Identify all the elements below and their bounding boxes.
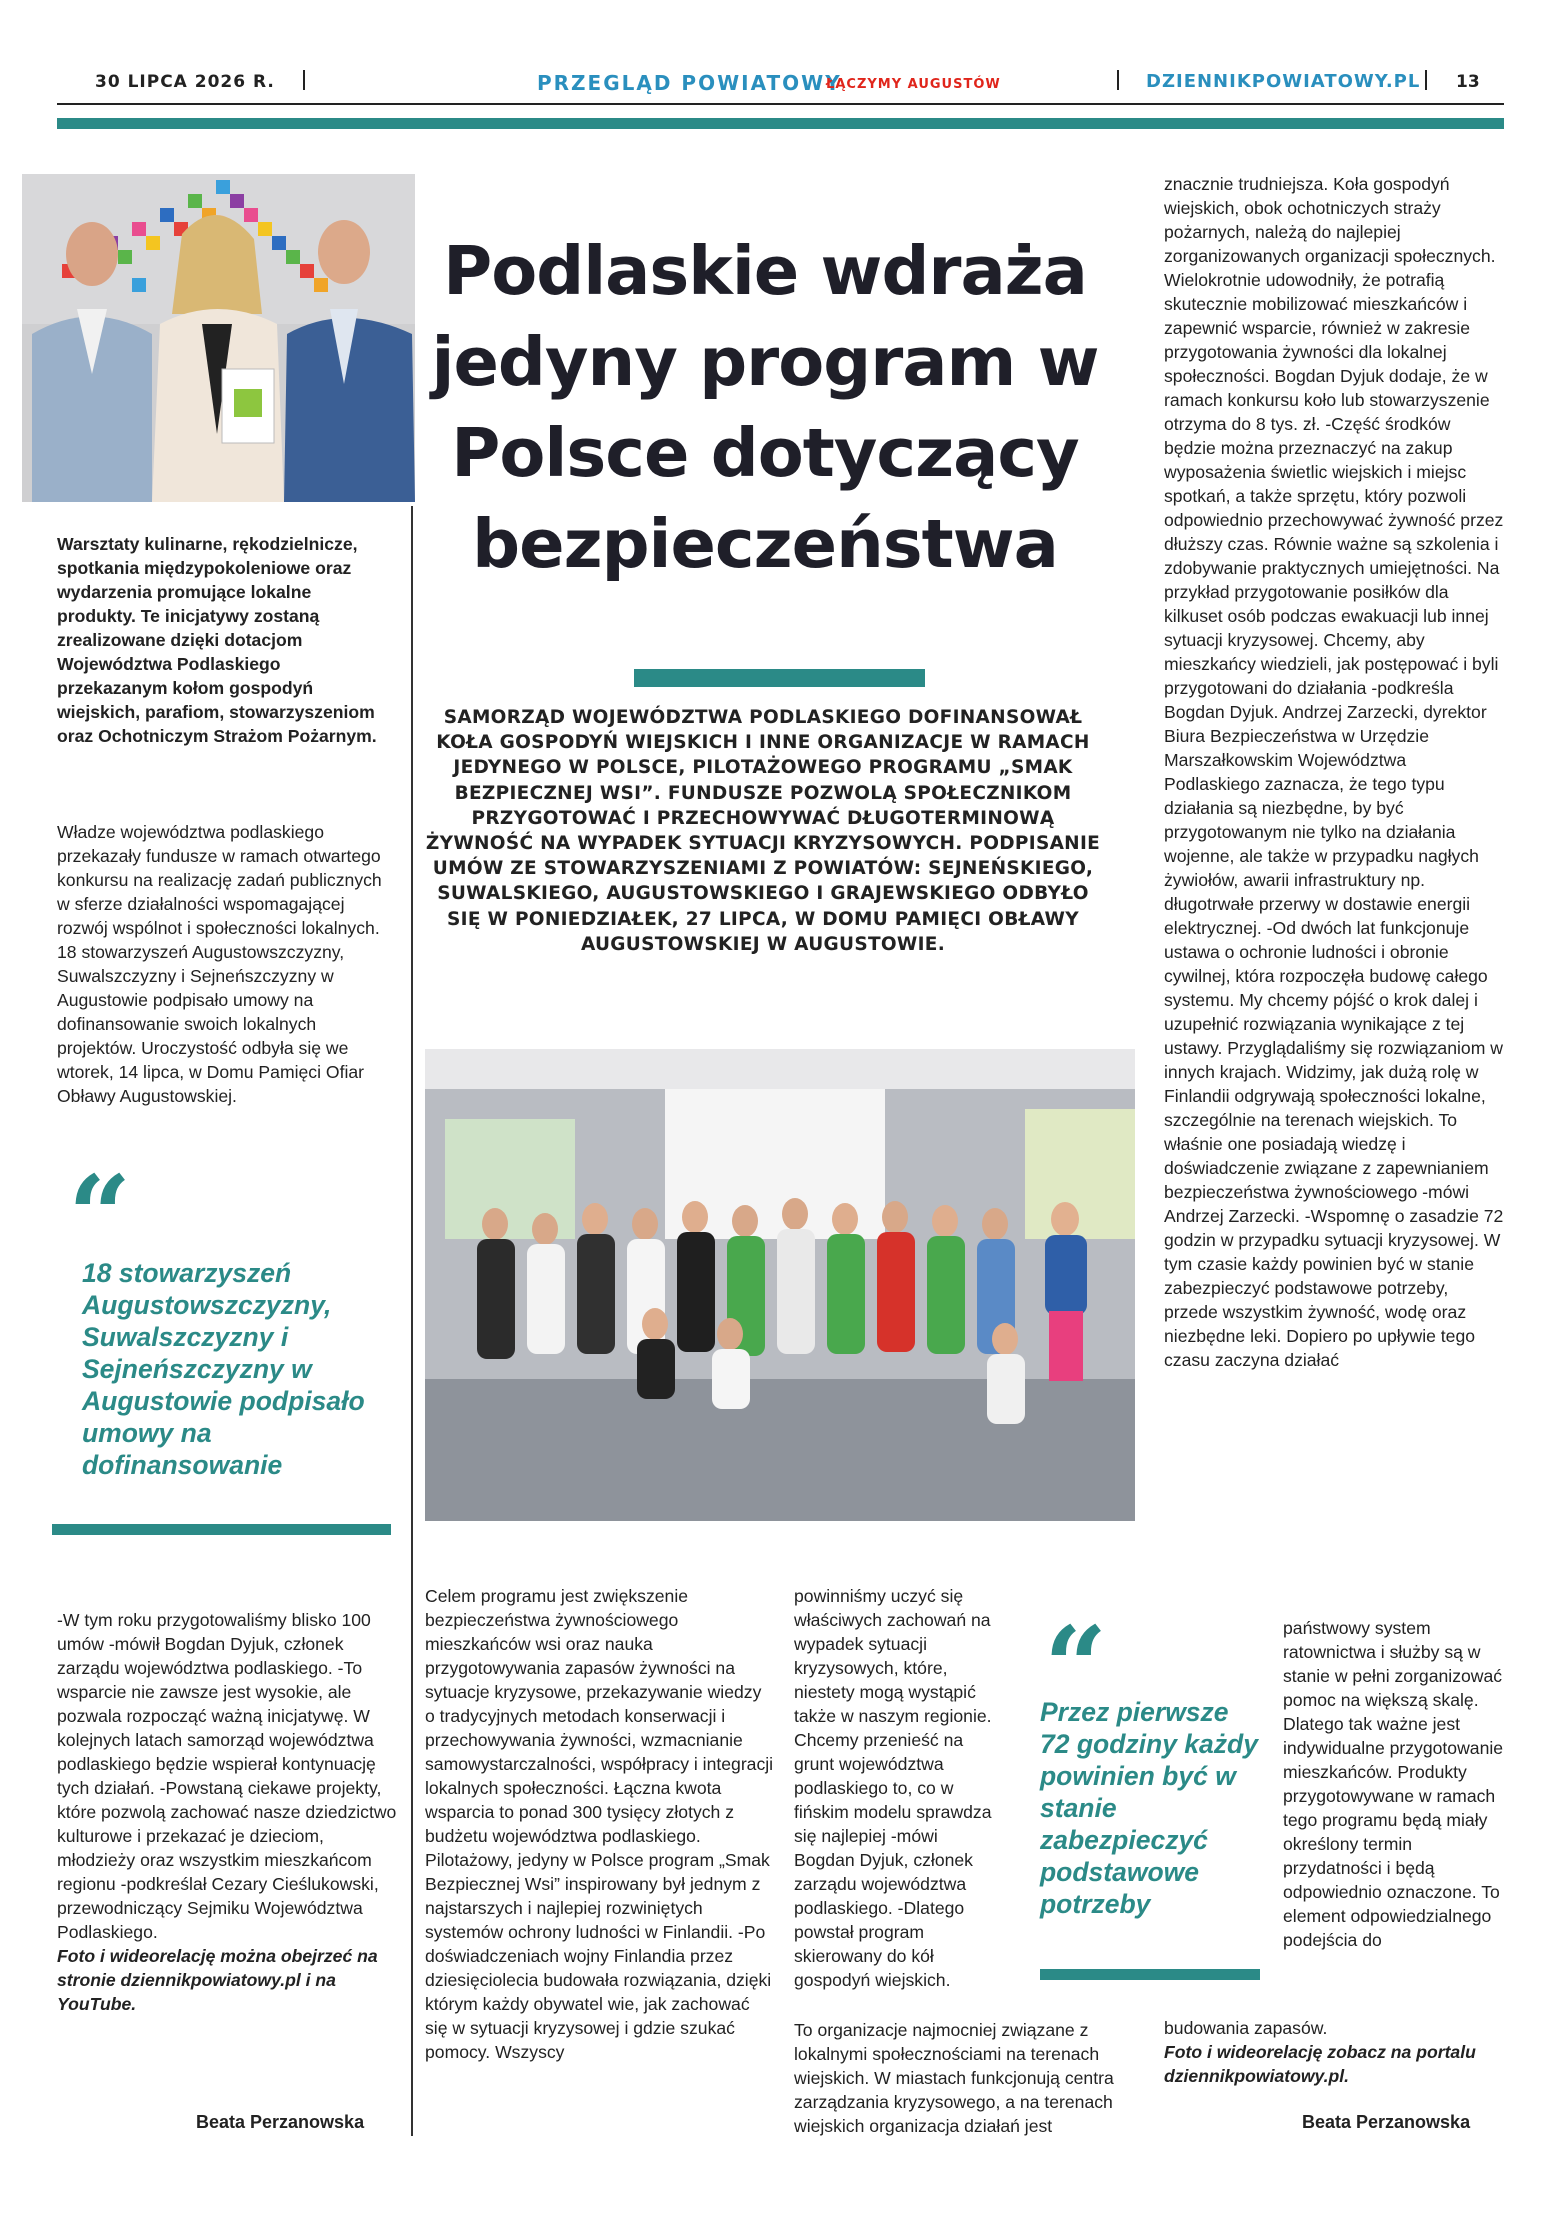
main-pull-quote: Przez pierwsze 72 godziny każdy powinien być w stanie zabezpieczyć podstawowe potrzeby	[1040, 1697, 1258, 1919]
column-divider	[411, 506, 413, 2136]
header-separator	[1425, 70, 1427, 90]
main-text-col-c-cont	[1283, 1616, 1504, 1952]
photo-signing	[22, 174, 415, 502]
header-separator	[303, 70, 305, 90]
photo-group	[425, 1049, 1135, 1521]
left-quote-rule	[52, 1524, 391, 1535]
main-text-paragraph: To organizacje najmocniej związane z lokalnymi społecznościami na terenach wiejskich. W miastach funkcjonują centra zarządzania kryzysowego, a na terenach wiejskich organizacja działań jest	[794, 2020, 1114, 2136]
left-article-intro: Warsztaty kulinarne, rękodzielnicze, spotkania międzypokoleniowe oraz wydarzenia promujące lokalne produkty. Te inicjatywy zostaną zrealizowane dzięki dotacjom Województwa Podlaskiego przekazanym kołom gospodyń wiejskich, parafiom, stowarzyszeniom oraz Ochotniczym Strażom Pożarnym.	[57, 534, 377, 746]
masthead-subtitle: ŁĄCZYMY AUGUSTÓW	[826, 77, 1001, 92]
site-link[interactable]: DZIENNIKPOWIATOWY.PL	[1146, 71, 1421, 92]
main-text-paragraph: budowania zapasów.	[1164, 2018, 1328, 2038]
quote-mark-icon: “	[1044, 1602, 1096, 1731]
left-article-body	[57, 820, 397, 1108]
main-text-paragraph: państwowy system ratownictwa i służby są w stanie w pełni zorganizować pomoc na większą skalę. Dlatego tak ważne jest indywidualne przygotowanie mieszkańców. Produkty przygotowywane w ramach tego programu będą miały określony termin przydatności i będą odpowiednio oznaczone. To element odpowiedzialnego podejścia do	[1283, 1618, 1504, 1950]
main-text-col-c-end	[1164, 2016, 1504, 2088]
left-article-photo-note: Foto i wideorelację można obejrzeć na stronie dziennikpowiatowy.pl i na YouTube.	[57, 1946, 378, 2014]
left-article-paragraph: -W tym roku przygotowaliśmy blisko 100 umów -mówił Bogdan Dyjuk, członek zarządu województwa podlaskiego. -To wsparcie nie zawsze jest wysokie, ale pozwala rozpocząć ważną inicjatywę. W kolejnych latach samorząd województwa podlaskiego będzie wspierał kontynuację tych działań. -Powstaną ciekawe projekty, które pozwolą zachować nasze dziedzictwo kulturowe i przekazać je dzieciom, młodzieży oraz wszystkim mieszkańcom regionu -podkreślał Cezary Cieślukowski, przewodniczący Sejmiku Województwa Podlaskiego.	[57, 1610, 397, 1942]
left-article-author: Beata Perzanowska	[196, 2112, 365, 2132]
header-rule	[57, 103, 1504, 105]
main-text-photo-note: Foto i wideorelację zobacz na portalu dziennikpowiatowy.pl.	[1164, 2042, 1476, 2086]
main-quote-rule	[1040, 1969, 1260, 1980]
page-number: 13	[1456, 72, 1480, 92]
main-text-paragraph: Celem programu jest zwiększenie bezpieczeństwa żywnościowego mieszkańców wsi oraz nauka przygotowywania zapasów żywności na sytuacje kryzysowe, przekazywanie wiedzy o tradycyjnych metodach konserwacji i przechowywania żywności, wzmacnianie samowystarczalności, współpracy i integracji lokalnych społeczności. Łączna kwota wsparcia to ponad 300 tysięcy złotych z budżetu województwa podlaskiego. Pilotażowy, jedyny w Polsce program „Smak Bezpiecznej Wsi” inspirowany był jednym z najstarszych i najlepiej rozwiniętych systemów ochrony ludności w Finlandii. -Po doświadczeniach wojny Finlandia przez dziesięciolecia budowała rozwiązania, dzięki którym każdy obywatel wie, jak zachować się w sytuacji kryzysowej i gdzie szukać pomocy. Wszyscy	[425, 1586, 774, 2062]
left-article-body-2	[57, 1608, 397, 2016]
main-text-col-c	[1164, 172, 1504, 1372]
header-separator	[1117, 70, 1119, 90]
main-text-paragraph: powinniśmy uczyć się właściwych zachowań na wypadek sytuacji kryzysowych, które, niestety mogą wystąpić także w naszym regionie. Chcemy przenieść na grunt województwa podlaskiego to, co w fińskim modelu sprawdza się najlepiej -mówi Bogdan Dyjuk, członek zarządu województwa podlaskiego. -Dlatego powstał program skierowany do kół gospodyń wiejskich.	[794, 1586, 992, 1990]
main-text-col-b-cont	[794, 2018, 1139, 2138]
quote-mark-icon: “	[68, 1151, 120, 1280]
header-teal-band	[57, 118, 1504, 129]
main-text-paragraph: znacznie trudniejsza. Koła gospodyń wiejskich, obok ochotniczych straży pożarnych, należą do najlepiej zorganizowanych organizacji społecznych. Wielokrotnie udowodniły, że potrafią skutecznie mobilizować mieszkańców i zapewnić wsparcie, również w zakresie przygotowania żywności dla lokalnej społeczności. Bogdan Dyjuk dodaje, że w ramach konkursu koło lub stowarzyszenie otrzyma do 8 tys. zł. -Część środków będzie można przeznaczyć na zakup wyposażenia świetlic wiejskich i miejsc spotkań, a także sprzętu, który pozwoli odpowiednio przechowywać żywność przez dłuższy czas. Równie ważne są szkolenia i zdobywanie praktycznych umiejętności. Na przykład przygotowanie posiłków dla kilkuset osób podczas ewakuacji lub innej sytuacji kryzysowej. Chcemy, aby mieszkańcy wiedzieli, jak postępować i byli przygotowani do działania -podkreśla Bogdan Dyjuk. Andrzej Zarzecki, dyrektor Biura Bezpieczeństwa w Urzędzie Marszałkowskim Województwa Podlaskiego zaznacza, że tego typu działania są niezbędne, by być przygotowanym nie tylko na działania wojenne, ale także w przypadku nagłych żywiołów, awarii infrastruktury np. długotrwałe przerwy w dostawie energii elektrycznej. -Od dwóch lat funkcjonuje ustawa o ochronie ludności i obronie cywilnej, która rozpoczęła budowę całego systemu. My chcemy pójść o krok dalej i uzupełnić rozwiązania wynikające z tej ustawy. Przyglądaliśmy się rozwiązaniom w innych krajach. Widzimy, jak dużą rolę w Finlandii odgrywają społeczności lokalne, szczególnie na terenach wiejskich. To właśnie one posiadają wiedzę i doświadczenie związane z zapewnianiem bezpieczeństwa żywnościowego -mówi Andrzej Zarzecki. -Wspomnę o zasadzie 72 godzin w przypadku sytuacji kryzysowej. W tym czasie każdy powinien być w stanie zabezpieczyć podstawowe potrzeby, przede wszystkim żywność, wodę oraz niezbędne leki. Dopiero po upływie tego czasu zaczyna działać	[1164, 174, 1504, 1370]
left-article-paragraph: Władze województwa podlaskiego przekazały fundusze w ramach otwartego konkursu na realizację zadań publicznych w sferze działalności wspomagającej rozwój wspólnot i społeczności lokalnych. 18 stowarzyszeń Augustowszczyzny, Suwalszczyzny i Sejneńszczyzny w Augustowie podpisało umowy na dofinansowanie swoich lokalnych projektów. Uroczystość odbyła się we wtorek, 14 lipca, w Domu Pamięci Ofiar Obławy Augustowskiej.	[57, 822, 382, 1106]
masthead-title[interactable]: PRZEGLĄD POWIATOWY	[537, 71, 842, 95]
article-title: Podlaskie wdraża jedyny program w Polsce dotyczący bezpieczeństwa	[431, 232, 1099, 583]
article-lead: SAMORZĄD WOJEWÓDZTWA PODLASKIEGO DOFINANSOWAŁ KOŁA GOSPODYŃ WIEJSKICH I INNE ORGANIZACJE W RAMACH JEDYNEGO W POLSCE, PILOTAŻOWEGO PROGRAMU „SMAK BEZPIECZNEJ WSI”. FUNDUSZE POZWOLĄ SPOŁECZNIKOM PRZYGOTOWAĆ I PRZECHOWYWAĆ DŁUGOTERMINOWĄ ŻYWNOŚĆ NA WYPADEK SYTUACJI KRYZYSOWYCH. PODPISANIE UMÓW ZE STOWARZYSZENIAMI Z POWIATÓW: SEJNEŃSKIEGO, SUWALSKIEGO, AUGUSTOWSKIEGO I GRAJEWSKIEGO ODBYŁO SIĘ W PONIEDZIAŁEK, 27 LIPCA, W DOMU PAMIĘCI OBŁAWY AUGUSTOWSKIEJ W AUGUSTOWIE.	[425, 707, 1101, 955]
main-text-col-a	[425, 1584, 775, 2064]
main-text-author: Beata Perzanowska	[1302, 2112, 1471, 2132]
header-date: 30 LIPCA 2026 R.	[95, 72, 275, 92]
title-underline	[634, 669, 925, 687]
main-text-col-b	[794, 1584, 994, 1992]
left-pull-quote: 18 stowarzyszeń Augustowszczyzny, Suwalszczyzny i Sejneńszczyzny w Augustowie podpisało umowy na dofinansowanie	[82, 1258, 365, 1480]
